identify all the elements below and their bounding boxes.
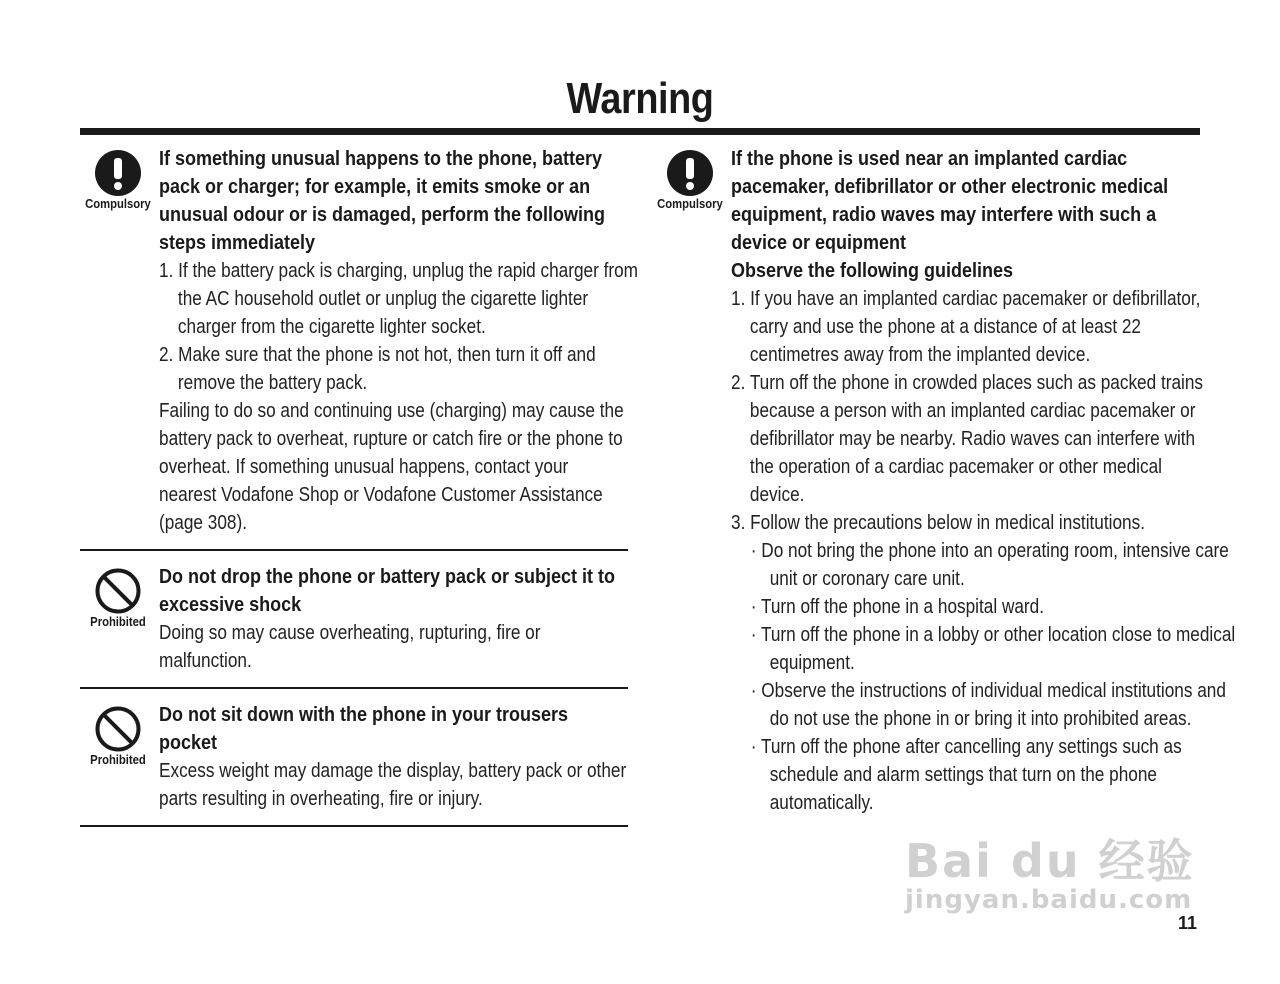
bullet-item: · Turn off the phone in a hospital ward. bbox=[750, 596, 1045, 618]
section-heading: Do not drop the phone or battery pack or subject it to excessive shock bbox=[159, 566, 616, 616]
watermark-logo-text: Bai du 经验 bbox=[905, 834, 1195, 888]
page-title: Warning bbox=[566, 74, 714, 123]
list-item: 2. Turn off the phone in crowded places such as packed trains because a person with an implanted cardiac pacemaker or defibrillator may be nearby. Radio waves can interfere with the operation of a cardiac pacemaker or other medical device. bbox=[731, 372, 1204, 506]
prohibited-marker bbox=[80, 567, 156, 629]
bullet-item: · Observe the instructions of individual medical institutions and do not use the phone in or bring it into prohibited areas. bbox=[750, 680, 1226, 730]
left-column bbox=[80, 145, 639, 827]
exclamation-icon bbox=[94, 149, 142, 197]
page-number: 11 bbox=[1178, 913, 1198, 933]
watermark-url: jingyan.baidu.com bbox=[905, 885, 1193, 915]
section-paragraph: Doing so may cause overheating, rupturing, fire or malfunction. bbox=[159, 622, 541, 672]
icon-label: Compulsory bbox=[85, 197, 151, 211]
list-item: 2. Make sure that the phone is not hot, then turn it off and remove the battery pack. bbox=[159, 344, 596, 394]
section-heading: If something unusual happens to the phone, battery pack or charger; for example, it emits smoke or an unusual odour or is damaged, perform the following steps immediately bbox=[159, 148, 606, 254]
warning-section-unusual bbox=[80, 145, 639, 549]
section-heading: Do not sit down with the phone in your trousers pocket bbox=[159, 704, 568, 754]
compulsory-marker bbox=[80, 149, 156, 211]
exclamation-icon bbox=[666, 149, 714, 197]
baidu-watermark bbox=[905, 825, 1195, 915]
compulsory-marker bbox=[652, 149, 728, 211]
section-divider bbox=[80, 825, 628, 827]
section-heading: If the phone is used near an implanted cardiac pacemaker, defibrillator or other electronic medical equipment, radio waves may interfere with such a device or equipment bbox=[731, 148, 1169, 254]
list-item: 1. If you have an implanted cardiac pacemaker or defibrillator, carry and use the phone at a distance of at least 22 centimetres away from the implanted device. bbox=[731, 288, 1201, 366]
warning-section-pacemaker bbox=[652, 145, 1236, 817]
section-subheading: Observe the following guidelines bbox=[731, 260, 1014, 282]
bullet-item: · Turn off the phone after cancelling any settings such as schedule and alarm settings that turn on the phone automatically. bbox=[750, 736, 1182, 814]
list-item: 1. If the battery pack is charging, unplug the rapid charger from the AC household outlet or unplug the cigarette lighter charger from the cigarette lighter socket. bbox=[159, 260, 639, 338]
prohibited-icon bbox=[94, 705, 142, 753]
section-paragraph: Failing to do so and continuing use (charging) may cause the battery pack to overheat, rupture or catch fire or the phone to overheat. If something unusual happens, contact your nearest Vodafone Shop or Vodafone Customer Assistance (page 308). bbox=[159, 400, 624, 534]
icon-label: Prohibited bbox=[90, 615, 146, 629]
bullet-item: · Do not bring the phone into an operating room, intensive care unit or coronary care unit. bbox=[750, 540, 1229, 590]
title-rule bbox=[80, 128, 1200, 135]
prohibited-icon bbox=[94, 567, 142, 615]
bullet-item: · Turn off the phone in a lobby or other location close to medical equipment. bbox=[750, 624, 1236, 674]
icon-label: Prohibited bbox=[90, 753, 146, 767]
icon-label: Compulsory bbox=[657, 197, 723, 211]
section-paragraph: Excess weight may damage the display, battery pack or other parts resulting in overheating, fire or injury. bbox=[159, 760, 627, 810]
prohibited-marker bbox=[80, 705, 156, 767]
warning-section-trousers bbox=[80, 689, 628, 825]
list-item: 3. Follow the precautions below in medical institutions. bbox=[731, 512, 1145, 534]
right-column bbox=[652, 145, 1236, 817]
warning-section-drop bbox=[80, 551, 628, 687]
